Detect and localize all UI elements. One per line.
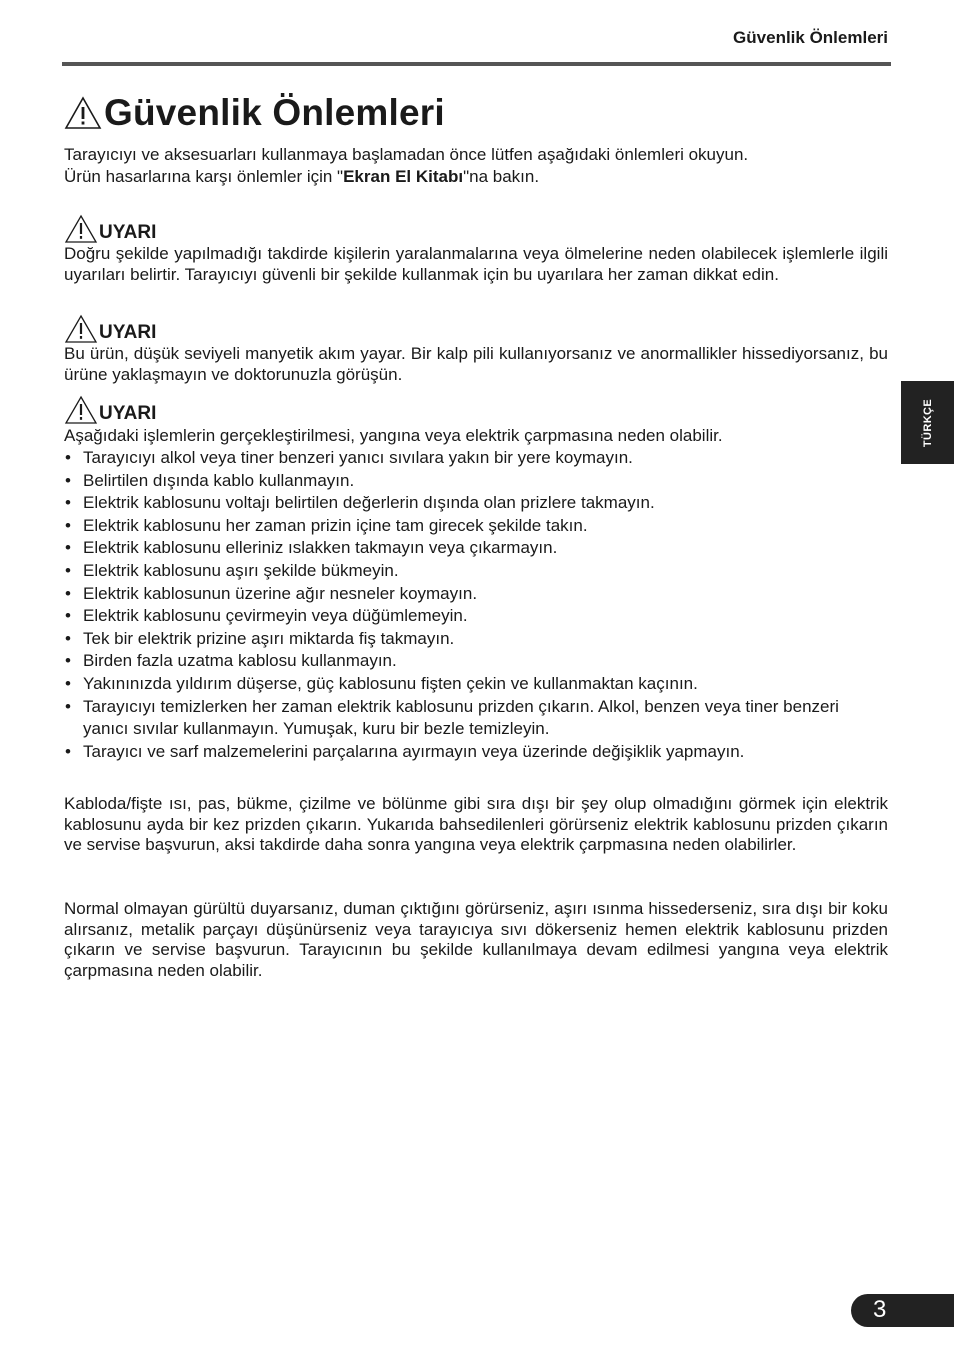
page-number: 3: [873, 1296, 887, 1323]
paragraph-text: Normal olmayan gürültü duyarsanız, duman çıktığını görürseniz, aşırı ısınma hissederseniz, sıra dışı bir koku alırsanız, metalik parçayı düşünürseniz veya tarayıcıya sıvı dökerseniz hemen elektrik kablosunu prizden çıkarın ve servise başvurun. Tarayıcının bu şekilde kullanılmaya devam edilmesi yangına veya elektrik çarpmasına neden olabilir.: [64, 899, 888, 980]
warning-triangle-icon: [64, 96, 102, 130]
paragraph-text: Kabloda/fişte ısı, pas, bükme, çizilme ve bölünme gibi sıra dışı bir şey olup olmadığını görmek için elektrik kablosunu ayda bir kez prizden çıkarın. Yukarıda bahsedilenleri görürseniz elektrik kablosunu prizden çıkarın ve servise başvurun, aksi takdirde daha sonra yangına veya elektrik çarpmasına neden olabilirler.: [64, 794, 888, 854]
intro-line-1: Tarayıcıyı ve aksesuarları kullanmaya başlamadan önce lütfen aşağıdaki önlemleri okuyun.: [64, 145, 749, 164]
list-item: • Elektrik kablosunu çevirmeyin veya düğümlemeyin.: [64, 605, 888, 628]
warning-label: UYARI: [99, 322, 157, 343]
warning-text: Bu ürün, düşük seviyeli manyetik akım yayar. Bir kalp pili kullanıyorsanız ve anormallikler hissediyorsanız, bu ürüne yaklaşmayın ve doktorunuzla görüşün.: [64, 344, 888, 384]
language-tab: [901, 381, 954, 464]
cable-check-paragraph: [64, 794, 888, 856]
list-item: • Tek bir elektrik prizine aşırı miktarda fiş takmayın.: [64, 628, 888, 651]
warning-section-1: [64, 214, 888, 285]
list-item: • Tarayıcı ve sarf malzemelerini parçalarına ayırmayın veya üzerinde değişiklik yapmayın.: [64, 741, 888, 764]
warning-heading: [64, 214, 888, 244]
list-item: • Elektrik kablosunu her zaman prizin içine tam girecek şekilde takın.: [64, 515, 888, 538]
warning-label: UYARI: [99, 222, 157, 243]
list-item: • Elektrik kablosunu aşırı şekilde bükmeyin.: [64, 560, 888, 583]
list-item: • Yakınınızda yıldırım düşerse, güç kablosunu fişten çekin ve kullanmaktan kaçının.: [64, 673, 888, 696]
list-item: • Elektrik kablosunu voltajı belirtilen değerlerin dışında olan prizlere takmayın.: [64, 492, 888, 515]
warning-heading: [64, 395, 888, 425]
warning-heading: [64, 314, 888, 344]
list-item: • Elektrik kablosunun üzerine ağır nesneler koymayın.: [64, 583, 888, 606]
list-item: • Tarayıcıyı temizlerken her zaman elektrik kablosunu prizden çıkarın. Alkol, benzen veya tiner benzeri yanıcı sıvılar kullanmayın. Yumuşak, kuru bir bezle temizleyin.: [64, 696, 888, 741]
intro-prefix: Ürün hasarlarına karşı önlemler için ": [64, 167, 344, 186]
abnormal-condition-paragraph: [64, 899, 888, 981]
warning-text: Doğru şekilde yapılmadığı takdirde kişilerin yaralanmalarına veya ölmelerine neden olabilecek işlemlerle ilgili uyarıları belirtir. Tarayıcıyı güvenli bir şekilde kullanmak için bu uyarılara her zaman dikkat edin.: [64, 244, 888, 284]
page-title-text: Güvenlik Önlemleri: [104, 92, 445, 133]
warning-triangle-icon: [64, 214, 98, 244]
list-item: • Tarayıcıyı alkol veya tiner benzeri yanıcı sıvılara yakın bir yere koymayın.: [64, 447, 888, 470]
manual-reference: Ekran El Kitabı: [343, 167, 464, 186]
page-title: [64, 92, 445, 134]
intro-line-2: [64, 166, 888, 188]
header-rule: [62, 62, 891, 66]
language-tab-label: TÜRKÇE: [921, 398, 934, 447]
warning-section-2: [64, 314, 888, 385]
intro-suffix: "na bakın.: [463, 167, 540, 186]
warning-label: UYARI: [99, 403, 157, 424]
warning-triangle-icon: [64, 314, 98, 344]
warning-section-3: [64, 395, 888, 763]
warning-lead: Aşağıdaki işlemlerin gerçekleştirilmesi, yangına veya elektrik çarpmasına neden olabilir.: [64, 426, 723, 445]
list-item: • Elektrik kablosunu elleriniz ıslakken takmayın veya çıkarmayın.: [64, 537, 888, 560]
hazard-list: [64, 447, 888, 763]
running-header: Güvenlik Önlemleri: [733, 28, 888, 47]
list-item: • Birden fazla uzatma kablosu kullanmayın.: [64, 650, 888, 673]
page-number-badge: [851, 1294, 954, 1327]
warning-triangle-icon: [64, 395, 98, 425]
list-item: • Belirtilen dışında kablo kullanmayın.: [64, 470, 888, 493]
intro: [64, 144, 888, 188]
